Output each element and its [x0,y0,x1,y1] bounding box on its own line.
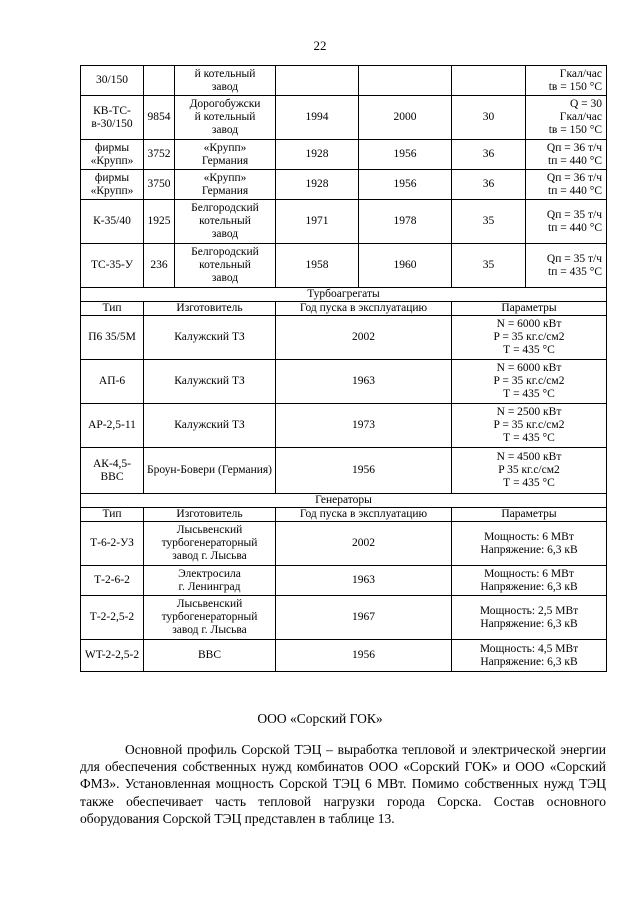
turbine-maker: Броун-Бовери (Германия) [144,448,276,494]
maker-line: й котельный [194,111,256,123]
boiler-params [526,96,607,140]
maker-line: завод [211,80,239,93]
boiler-year-rebuild: 2000 [359,96,452,140]
turbine-params [452,316,607,360]
param-line: Т = 435 °C [503,388,555,400]
param-line: Мощность: 2,5 МВт [479,604,579,617]
header-maker: Изготовитель [144,508,276,522]
boiler-year-rebuild: 1956 [359,170,452,200]
generator-params [452,596,607,640]
boiler-pressure: 30 [452,96,526,140]
param-line: Т = 435 °C [503,432,555,444]
boiler-year-rebuild: 1960 [359,244,452,288]
generator-maker [144,596,276,640]
param-line: Qп = 36 т/ч [546,141,602,154]
maker-line: завод [211,272,239,284]
turbines-title: Турбоагрегаты [81,288,607,302]
param-line: Мощность: 6 МВт [484,567,574,580]
maker-line: завод г. Лысьва [172,624,247,636]
boiler-name: фирмы «Крупп» [81,140,144,170]
header-maker: Изготовитель [144,302,276,316]
turbine-row [81,316,607,360]
maker-line: й котельный [194,67,256,80]
boiler-pressure: 36 [452,170,526,200]
turbine-type: П6 35/5М [81,316,144,360]
boiler-params [526,140,607,170]
boiler-row [81,140,607,170]
maker-line: котельный [199,215,251,227]
boiler-maker [175,170,276,200]
header-row [81,508,607,522]
turbine-type: АК-4,5-ВВС [81,448,144,494]
maker-line: Дорогобужски [189,98,261,110]
param-line: tв = 150 °C [548,124,602,136]
maker-line: «Крупп» [203,171,247,184]
maker-line: Лысьвенский [176,598,243,610]
section-title-row [81,288,607,302]
boiler-params [526,244,607,288]
param-line: P 35 кг.с/см2 [498,464,560,476]
boiler-maker [175,66,276,96]
generator-maker [144,522,276,566]
maker-line: ВВС [197,649,221,661]
generator-row [81,596,607,640]
generator-params [452,640,607,672]
boiler-number: 3752 [144,140,175,170]
boiler-year-start: 1994 [276,96,359,140]
generator-type: Т-2-6-2 [81,566,144,596]
equipment-table [80,65,607,672]
generator-params [452,566,607,596]
maker-line: «Крупп» [203,141,247,154]
maker-line: Белгородский [191,202,259,214]
boiler-number: 9854 [144,96,175,140]
boiler-row [81,200,607,244]
generator-row [81,640,607,672]
company-heading: ООО «Сорский ГОК» [257,711,383,726]
boiler-row [81,96,607,140]
header-type: Тип [81,302,144,316]
header-year: Год пуска в эксплуатацию [276,302,452,316]
boiler-row [81,244,607,288]
body-paragraph: Основной профиль Сорской ТЭЦ – выработка тепловой и электрической энергии для обеспечения собственных нужд комбинатов ООО «Сорский ГОК» и ООО «Сорский ФМЗ». Установленная мощность Сорской ТЭЦ 6 МВт. Помимо собственных нужд ТЭЦ также обеспечивает часть тепловой нагрузки города Сорска. Состав основного оборудования Сорской ТЭЦ представлен в таблице 13. [80,742,606,826]
turbine-maker: Калужский ТЗ [144,316,276,360]
param-line: Мощность: 4,5 МВт [479,642,579,655]
boiler-maker [175,244,276,288]
param-line: Q = 30 [569,98,602,110]
boiler-name: КВ-ТС-в-30/150 [81,96,144,140]
turbine-type: АП-6 [81,360,144,404]
param-line: tп = 440 °C [548,221,602,234]
boiler-pressure: 35 [452,244,526,288]
maker-line: Белгородский [191,246,259,258]
param-line: Т = 435 °C [503,344,555,356]
param-line: Гкал/час [559,67,602,80]
param-line: tп = 440 °C [548,184,602,197]
generator-row [81,566,607,596]
param-line: Напряжение: 6,3 кВ [480,580,578,593]
turbine-year: 1973 [276,404,452,448]
boiler-pressure [452,66,526,96]
param-line: tв = 150 °C [548,80,602,93]
boiler-number [144,66,175,96]
generator-year: 1956 [276,640,452,672]
page-number: 22 [313,38,327,53]
param-line: N = 4500 кВт [496,451,562,463]
param-line: N = 2500 кВт [496,406,562,418]
maker-line: Лысьвенский [176,524,243,536]
boiler-year-rebuild [359,66,452,96]
boiler-params [526,66,607,96]
generator-params [452,522,607,566]
boiler-pressure: 36 [452,140,526,170]
boiler-number: 1925 [144,200,175,244]
turbine-row [81,360,607,404]
boiler-pressure: 35 [452,200,526,244]
boiler-name: ТС-35-У [81,244,144,288]
turbine-maker: Калужский ТЗ [144,404,276,448]
generator-year: 2002 [276,522,452,566]
turbine-year: 1956 [276,448,452,494]
maker-line: г. Ленинград [178,580,241,593]
param-line: Напряжение: 6,3 кВ [480,655,578,668]
generator-year: 1967 [276,596,452,640]
generator-maker [144,566,276,596]
param-line: P = 35 кг.с/см2 [493,375,565,387]
param-line: Т = 435 °C [503,477,555,489]
maker-line: турбогенераторный [161,611,258,623]
param-line: tп = 440 °C [548,154,602,167]
boiler-year-start [276,66,359,96]
boiler-maker [175,200,276,244]
maker-line: котельный [199,259,251,271]
param-line: P = 35 кг.с/см2 [493,331,565,343]
maker-line: Германия [201,184,249,197]
boiler-year-rebuild: 1978 [359,200,452,244]
maker-line: Электросила [178,567,241,580]
param-line: Напряжение: 6,3 кВ [480,617,578,630]
boiler-year-start: 1971 [276,200,359,244]
boiler-year-rebuild: 1956 [359,140,452,170]
generator-type: Т-6-2-УЗ [81,522,144,566]
param-line: Qп = 36 т/ч [546,171,602,184]
turbine-params [452,404,607,448]
boiler-number: 236 [144,244,175,288]
generator-maker [144,640,276,672]
turbine-params [452,448,607,494]
generator-year: 1963 [276,566,452,596]
turbine-type: АР-2,5-11 [81,404,144,448]
turbine-row [81,404,607,448]
header-row [81,302,607,316]
maker-line: завод г. Лысьва [172,550,247,562]
turbine-params [452,360,607,404]
boiler-params [526,170,607,200]
param-line: P = 35 кг.с/см2 [493,419,565,431]
boiler-number: 3750 [144,170,175,200]
boiler-year-start: 1928 [276,140,359,170]
param-line: Мощность: 6 МВт [484,530,574,543]
turbine-year: 2002 [276,316,452,360]
boiler-maker [175,96,276,140]
generator-type: WT-2-2,5-2 [81,640,144,672]
generators-title: Генераторы [81,494,607,508]
header-params: Параметры [452,508,607,522]
boiler-params [526,200,607,244]
param-line: Гкал/час [559,111,602,123]
turbine-year: 1963 [276,360,452,404]
generator-row [81,522,607,566]
turbine-row [81,448,607,494]
param-line: Qп = 35 т/ч [546,252,602,265]
turbine-maker: Калужский ТЗ [144,360,276,404]
maker-line: Германия [201,154,249,167]
header-params: Параметры [452,302,607,316]
boiler-name: К-35/40 [81,200,144,244]
param-line: tп = 435 °C [548,265,602,278]
header-type: Тип [81,508,144,522]
boiler-year-start: 1928 [276,170,359,200]
param-line: Qп = 35 т/ч [546,208,602,221]
boiler-name: 30/150 [81,66,144,96]
boiler-row [81,170,607,200]
boiler-row [81,66,607,96]
maker-line: завод [211,228,239,240]
maker-line: завод [211,124,239,136]
param-line: N = 6000 кВт [496,318,562,330]
maker-line: турбогенераторный [161,537,258,549]
param-line: Напряжение: 6,3 кВ [480,543,578,556]
param-line: N = 6000 кВт [496,362,562,374]
section-title-row [81,494,607,508]
boiler-name: фирмы «Крупп» [81,170,144,200]
boiler-maker [175,140,276,170]
header-year: Год пуска в эксплуатацию [276,508,452,522]
generator-type: Т-2-2,5-2 [81,596,144,640]
boiler-year-start: 1958 [276,244,359,288]
